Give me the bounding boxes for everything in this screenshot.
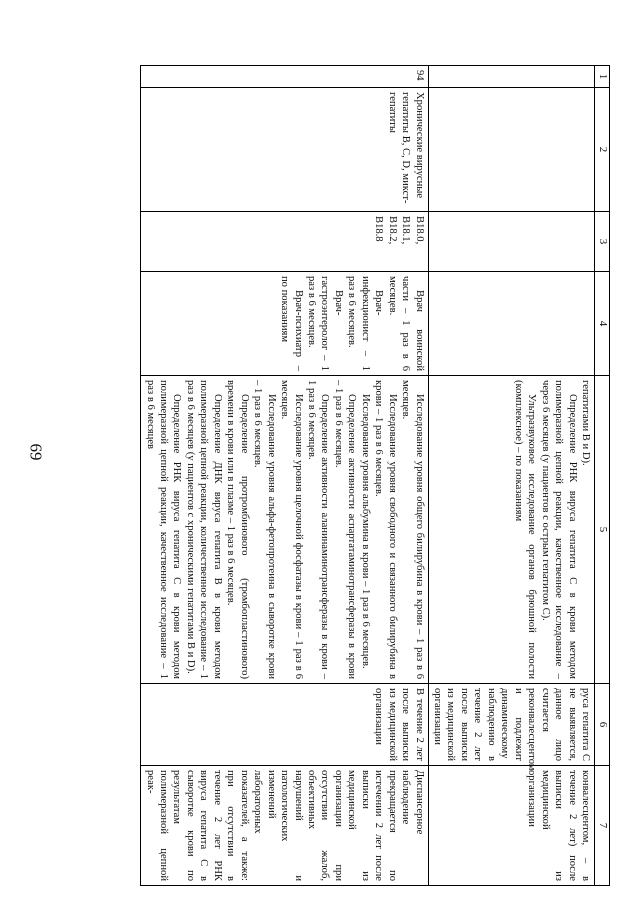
cell-empty [428, 272, 594, 376]
cell-empty [428, 212, 594, 272]
specialist-text: Врач-гастроэнтеролог – 1 раз в 6 месяцев. [305, 276, 344, 371]
procedure-text: Исследование уровня альбумина в крови – 1 раз в 6 месяцев. [359, 394, 371, 669]
cell-duration: руса гепатита С не выявляется, данное лицо считается реконвалесцентом и подлежит динамическому наблюдению в течение 2 лет после выписки из медицинской организации [428, 684, 594, 766]
procedure-text: Определение РНК вируса гепатита С в крови методом полимеразной цепной реакции, качественное исследование – через 6 месяцев (у пациентов с острым гепатитом С). [539, 380, 578, 679]
cell-termination: Диспансерное наблюдение прекращается по истечении 2 лет после выписки из медицинской организации при отсутствии жалоб, объективных нарушений и патологических изменений лабораторных показателей, а также: при отсутствии в течение 2 лет РНК вируса гепатита С в сыворотке крови по результатам полимеразной цепной реак- [141, 766, 429, 886]
header-cell: 7 [595, 766, 610, 886]
cell-empty [428, 66, 594, 88]
cell-empty [428, 88, 594, 212]
header-cell: 2 [595, 88, 610, 212]
procedure-text: Определение активности аланинаминотрансферазы в крови – 1 раз в 6 месяцев. [305, 380, 331, 679]
procedure-text: Определение протромбинового (тромбопластинового) времени в крови или в плазме – 1 раз в 6 месяцев. [225, 380, 250, 679]
header-cell: 4 [595, 272, 610, 376]
procedure-text: Определение ДНК вируса гепатита В в крови методом полимеразной цепной реакции, количественное исследование – 1 раз в 6 месяцев (у пациентов с хроническими гепатитами B и D). [184, 380, 223, 679]
page-number: 69 [26, 443, 46, 461]
dispensary-table [140, 65, 610, 886]
procedure-text: Определение РНК вируса гепатита С в крови методом полимеразной цепной реакции, качественное исследование – 1 раз в 6 месяцев [144, 380, 183, 679]
cell-duration: В течение 2 лет после выписки из медицинской организации [141, 684, 429, 766]
table-row-94 [141, 66, 429, 886]
table-row-continuation [428, 66, 594, 886]
header-cell: 5 [595, 376, 610, 684]
procedure-text: Исследование уровня общего билирубина в крови – 1 раз в 6 месяцев. [400, 380, 425, 679]
specialist-text: Врач воинской части – 1 раз в 6 месяцев. [386, 276, 425, 371]
procedure-text: Определение активности аспартатаминотрансферазы в крови – 1 раз в 6 месяцев. [332, 380, 358, 679]
cell-procedures [428, 376, 594, 684]
header-row [595, 66, 610, 886]
specialist-text: Врач-инфекционист – 1 раз в 6 месяцев. [346, 276, 385, 371]
procedure-text: гепатитами В и D). [580, 380, 592, 466]
specialist-text: Врач-психиатр – по показаниям [279, 276, 304, 371]
cell-disease-name: Хронические вирусные гепатиты B, C, D, микст-гепатиты [141, 88, 429, 212]
cell-row-number: 94 [141, 66, 429, 88]
header-cell: 6 [595, 684, 610, 766]
header-cell: 3 [595, 212, 610, 272]
cell-icd-codes: B18.0, B18.1, B18.2, B18.8 [141, 212, 429, 272]
procedure-text: Исследование уровня щелочной фосфатазы в крови – 1 раз в 6 месяцев. [279, 380, 304, 679]
rotated-table-container [85, 65, 610, 885]
cell-procedures [141, 376, 429, 684]
procedure-text: Исследование уровня свободного и связанного билирубина в крови – 1 раз в 6 месяцев. [373, 380, 398, 679]
cell-specialists [141, 272, 429, 376]
header-cell: 1 [595, 66, 610, 88]
procedure-text: Исследование уровня альфа-фетопротеина в сыворотке крови – 1 раз в 6 месяцев. [252, 380, 277, 679]
procedure-text: Ультразвуковое исследование органов брюшной полости (комплексное) – по показаниям [512, 380, 538, 679]
cell-termination: конвалесцентом, – в течение 2 лет) после выписки из медицинской организации [428, 766, 594, 886]
